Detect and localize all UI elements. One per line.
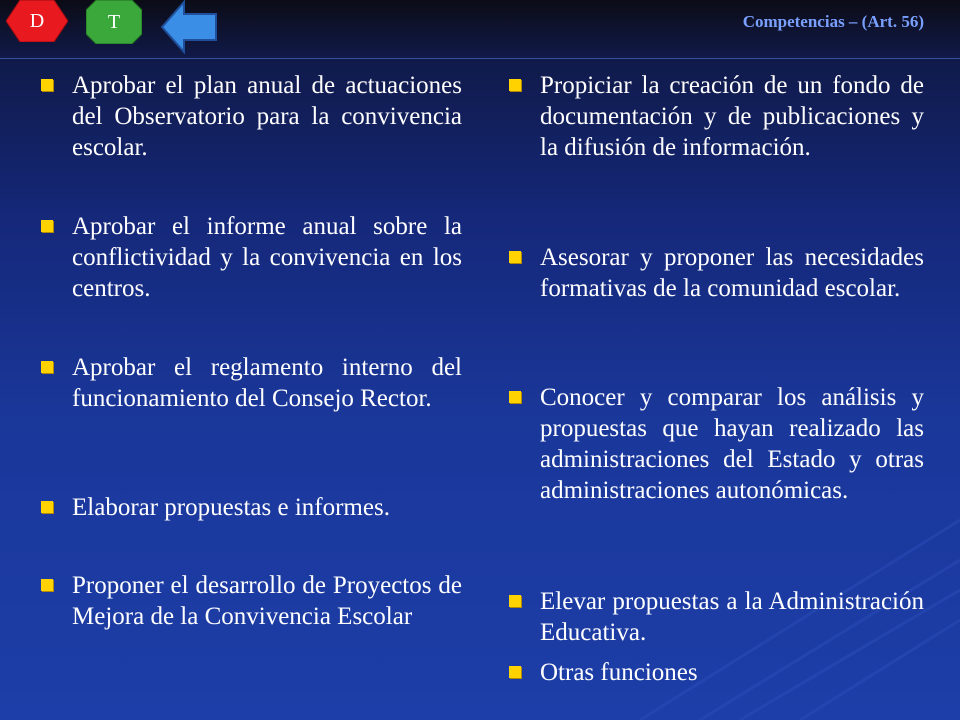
list-item-text: Asesorar y proponer las necesidades formativas de la comunidad escolar. <box>540 244 924 302</box>
list-item-text: Conocer y comparar los análisis y propuestas que hayan realizado las administraciones del Estado y otras administraciones autonómicas. <box>540 384 924 504</box>
list-item-text: Aprobar el informe anual sobre la conflictividad y la convivencia en los centros. <box>72 213 462 302</box>
list-item <box>72 570 462 632</box>
nav-d-button[interactable] <box>6 0 68 42</box>
back-button[interactable] <box>160 0 218 54</box>
list-item-text: Proponer el desarrollo de Proyectos de Mejora de la Convivencia Escolar <box>72 572 462 630</box>
list-item <box>72 492 462 523</box>
list-item <box>540 382 924 506</box>
bullet-icon <box>509 79 521 91</box>
page-title: Competencias – (Art. 56) <box>742 12 924 31</box>
bullet-icon <box>509 666 521 678</box>
list-item <box>72 211 462 304</box>
list-item <box>540 242 924 304</box>
nav-t-button[interactable] <box>86 0 142 44</box>
list-item-text: Elevar propuestas a la Administración Educativa. <box>540 588 924 646</box>
list-item-text: Aprobar el plan anual de actuaciones del Observatorio para la convivencia escolar. <box>72 72 462 161</box>
list-item <box>540 70 924 163</box>
back-arrow-icon <box>160 0 218 54</box>
nav-t-label: T <box>107 10 121 33</box>
list-item-text: Propiciar la creación de un fondo de documentación y de publicaciones y la difusión de información. <box>540 72 924 161</box>
header-divider <box>0 58 960 59</box>
list-item <box>72 352 462 414</box>
list-item <box>540 586 924 648</box>
bullet-icon <box>509 251 521 263</box>
bullet-icon <box>41 220 53 232</box>
bullet-icon <box>41 579 53 591</box>
list-item-text: Otras funciones <box>540 659 698 686</box>
nav-d-label: D <box>29 9 45 32</box>
bullet-icon <box>509 391 521 403</box>
bullet-icon <box>41 501 53 513</box>
bullet-icon <box>509 595 521 607</box>
list-item-text: Aprobar el reglamento interno del funcionamiento del Consejo Rector. <box>72 354 462 412</box>
bullet-icon <box>41 79 53 91</box>
list-item <box>72 70 462 163</box>
list-item-text: Elaborar propuestas e informes. <box>72 494 390 521</box>
bullet-icon <box>41 361 53 373</box>
list-item <box>540 657 924 688</box>
